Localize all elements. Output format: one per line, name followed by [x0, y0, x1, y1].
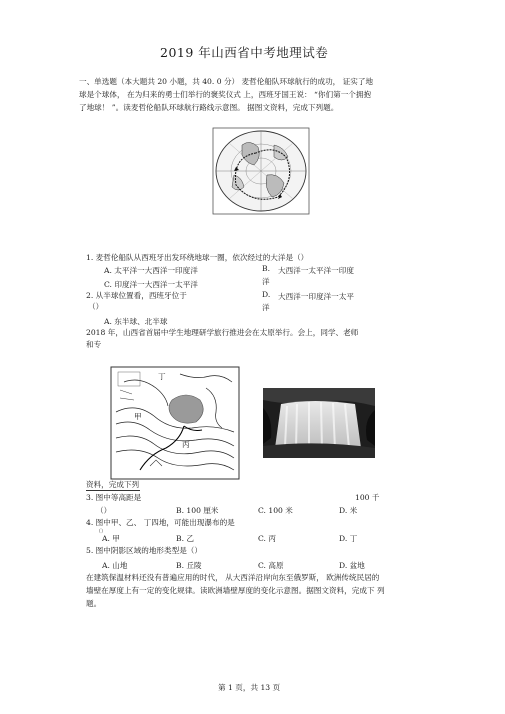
- q4-option-a[interactable]: A. 甲: [102, 534, 120, 543]
- q5-option-c[interactable]: C. 高原: [258, 561, 284, 570]
- q1-option-b-letter[interactable]: B.: [262, 264, 270, 273]
- q3-option-a-value: 100 千: [355, 493, 380, 502]
- q5-option-b[interactable]: B. 丘陵: [176, 561, 202, 570]
- section-2-line-2: 和专: [86, 340, 102, 349]
- q1-option-b-text-cont: 洋: [262, 277, 270, 286]
- page-title: 2019 年山西省中考地理试卷: [160, 45, 329, 60]
- q3-option-b[interactable]: B. 100 厘米: [176, 506, 219, 515]
- section-3-line-1: 在建筑保温材料还没有普遍应用的时代， 从大西洋沿岸向东至俄罗斯， 欧洲传统民居的: [86, 573, 380, 582]
- q5-option-a[interactable]: A. 山地: [102, 561, 128, 570]
- waterfall-photo: [263, 388, 375, 458]
- q2-option-a[interactable]: A. 东半球、北半球: [104, 317, 168, 326]
- section-2-line-1: 2018 年，山西省首届中学生地理研学旅行推进会在太原举行。会上，同学、老师: [86, 328, 359, 337]
- q3-option-d[interactable]: D. 米: [339, 506, 358, 515]
- question-3-paren: （）: [96, 506, 112, 515]
- after-figure-text: 资料，完成下列: [86, 480, 140, 489]
- q3-option-c[interactable]: C. 100 米: [258, 506, 293, 515]
- section-3-line-3: 题。: [86, 599, 102, 608]
- section-3-line-2: 墙壁在厚度上有一定的变化规律。读欧洲墙壁厚度的变化示意图。据图文资料，完成下 列: [86, 586, 385, 595]
- magellan-route-map: [212, 127, 310, 215]
- intro-line-1: 一、单选题（本大题共 20 小题，共 40. 0 分） 麦哲伦船队环球航行的成功， 证实了地: [79, 77, 374, 86]
- question-4-stem: 4. 图中甲、乙、 丁四地，可能出现瀑布的是: [86, 518, 235, 527]
- map-label-bing: 丙: [182, 440, 190, 449]
- q1-option-b-text: 大西洋一太平洋一印度: [278, 266, 354, 275]
- map-label-ding: 丁: [158, 372, 166, 381]
- contour-map: [110, 366, 240, 480]
- map-label-jia: 甲: [134, 412, 142, 421]
- page-footer: 第 1 页，共 13 页: [218, 683, 281, 692]
- q4-option-b[interactable]: B. 乙: [176, 534, 195, 543]
- intro-line-3: 了地球！ ”。读麦哲伦船队环球航行路线示意图。 据图文资料，完成下列题。: [79, 103, 339, 112]
- q1-option-c[interactable]: C. 印度洋一大西洋一太平洋: [104, 280, 198, 289]
- intro-line-2: 球是个球体， 在为归来的勇士们举行的褒奖仪式 上，西班牙国王说： “你们第一个拥抱: [79, 90, 372, 99]
- question-2-stem: 2. 从半球位置看，西班牙位于: [86, 291, 187, 300]
- q4-option-d[interactable]: D. 丁: [339, 534, 358, 543]
- q1-option-d-text: 大西洋一印度洋一太平: [278, 292, 354, 301]
- q5-option-d[interactable]: D. 盆地: [339, 561, 365, 570]
- q4-option-c[interactable]: C. 丙: [258, 534, 276, 543]
- question-3-stem: 3. 图中等高距是: [86, 493, 142, 502]
- underline-rule: [86, 490, 140, 491]
- question-5-stem: 5. 图中阴影区域的地形类型是（）: [86, 546, 202, 555]
- question-2-paren: （）: [88, 302, 104, 311]
- question-1-stem: 1. 麦哲伦船队从西班牙出发环绕地球一圈，依次经过的大洋是（）: [86, 253, 309, 262]
- q1-option-d-text-cont: 洋: [262, 303, 270, 312]
- q1-option-a[interactable]: A. 太平洋一大西洋一印度洋: [104, 266, 198, 275]
- q1-option-d-letter[interactable]: D.: [262, 290, 271, 299]
- question-4-mark: （）: [96, 529, 107, 535]
